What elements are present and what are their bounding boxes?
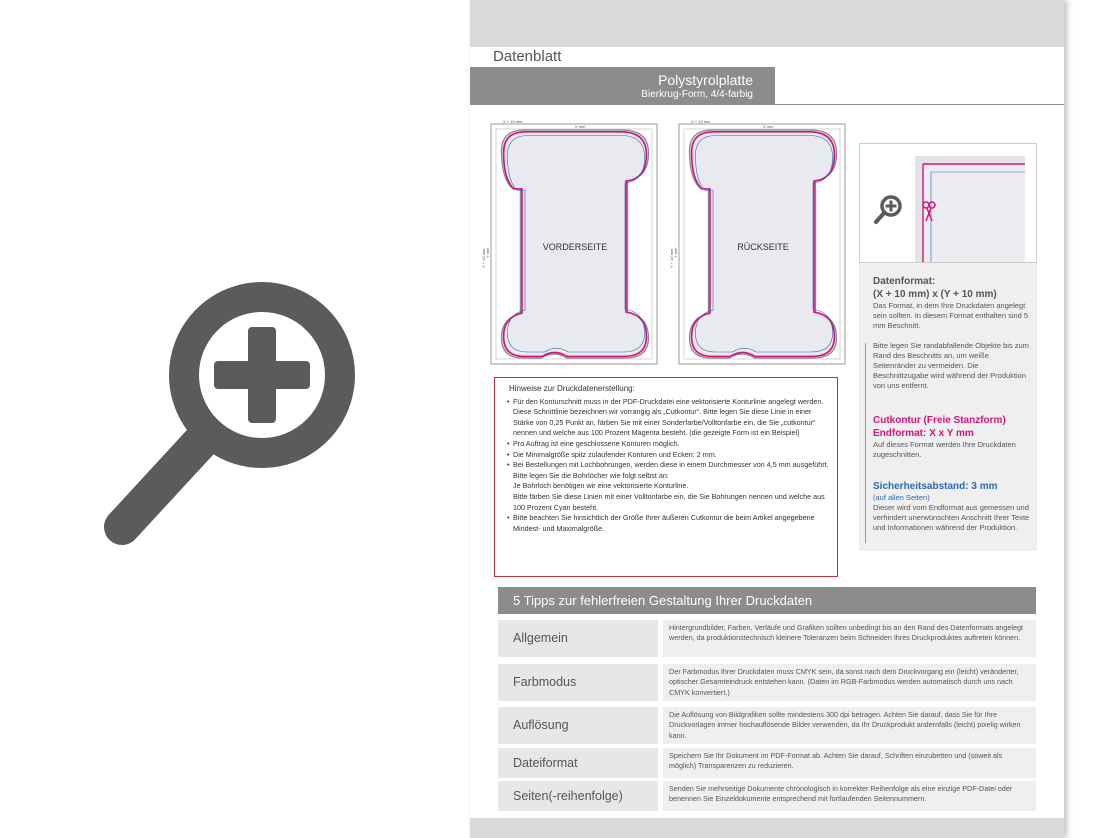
page-header-bar (470, 0, 1064, 47)
front-template (491, 119, 657, 364)
tip-text: Die Auflösung von Bildgrafiken sollte mindestens 300 dpi betragen. Achten Sie darauf, dass Sie für Ihre Druckvorlagen immer hochauflösende Bilder verwenden, da Ihr Druckprodukt andernfalls (leicht) pixelig wirken kann. (663, 707, 1036, 744)
title-divider (775, 104, 1064, 105)
tip-label: Seiten(-reihenfolge) (498, 781, 658, 811)
template-diagram (475, 118, 850, 368)
print-data-hints (494, 377, 838, 577)
tip-label: Allgemein (498, 620, 658, 657)
hint-item: • Für den Konturschnitt muss in der PDF-Druckdatei eine vektorisierte Konturlinie angelegt werden. Diese Schnittlinie bezeichnen wir vorrangig als „Cutkontur“. Bitte legen Sie diese Linie in einer Stärke von 0,25 Punkt an, färben Sie mit einer Sonderfarbe/Volltonfarbe ein, die Sie „cutkontur“ nennen und welche aus 100 Prozent Magenta besteht. (die gezeigte Form ist ein Beispiel) (509, 397, 829, 439)
page-footer-bar (470, 818, 1064, 838)
sicherheit-subtitle: (auf allen Seiten) (873, 493, 930, 502)
product-title-band (470, 67, 775, 105)
cutkontur-title: Cutkontur (Freie Stanzform) (873, 415, 1006, 426)
tip-row (498, 781, 1036, 811)
hint-item: • Pro Auftrag ist eine geschlossene Konturen möglich. (509, 439, 829, 450)
hint-item: Je Bohrloch benötigen wir eine vektorisierte Konturline. (513, 481, 689, 491)
scissors-icon (922, 201, 936, 223)
datenformat-title: Datenformat: (873, 276, 936, 287)
tip-label: Dateiformat (498, 748, 658, 778)
tip-row (498, 748, 1036, 778)
hint-item: Bitte färben Sie diese Linien mit einer Volltonfarbe ein, die Sie Bohrungen nennen und welche aus 100 Prozent Cyan besteht. (513, 491, 825, 512)
product-title: Polystyrolplatte (658, 72, 753, 88)
tip-text: Speichern Sie Ihr Dokument im PDF-Format ab. Achten Sie darauf, Schriften einzubetten und (soweit als möglich) Transparenzen zu reduzieren. (663, 748, 1036, 778)
tip-text: Der Farbmodus Ihrer Druckdaten muss CMYK sein, da sonst nach dem Druckvorgang ein (leicht) veränderter, optischer Gesamteindruck entstehen kann. (Daten im RGB-Farbmodus werden automatisch durch uns nach CMYK konvertiert.) (663, 664, 1036, 701)
tip-text: Senden Sie mehrseitige Dokumente chronologisch in korrekter Reihenfolge als eine einzige PDF-Datei oder benennen Sie Einzeldokumente entsprechend mit fortlaufenden Seitennummern. (663, 781, 1036, 811)
back-template (679, 119, 845, 364)
dim-outer-h: Y + 10 mm (481, 248, 486, 268)
zoom-in-icon[interactable] (873, 194, 903, 226)
back-label: RÜCKSEITE (737, 242, 789, 252)
back-dim-outer-w: X + 10 mm (691, 119, 711, 124)
tip-row (498, 707, 1036, 744)
hint-item: • Bei Bestellungen mit Lochbohrungen, werden diese in einem Durchmesser von 4,5 mm ausgeführt. Bitte legen Sie die Bohrlöcher wie folgt selbst an: (509, 460, 829, 481)
datasheet-page (470, 0, 1064, 838)
sicherheit-block (873, 480, 1033, 533)
back-dim-outer-h: Y + 10 mm (669, 248, 674, 268)
datenformat-text: Das Format, in dem Ihre Druckdaten angelegt sein sollten. In diesem Format enthalten sind 5 mm Beschnitt. (873, 301, 1029, 330)
side-divider (865, 343, 866, 543)
datenformat-value: (X + 10 mm) x (Y + 10 mm) (873, 289, 997, 300)
tip-text: Hintergrundbilder, Farben, Verläufe und Grafiken sollten unbedingt bis an den Rand des Datenformats angelegt werden, da produktionstechnisch kleinere Toleranzen beim Schneiden Ihres Druckproduktes auftreten können. (663, 620, 1036, 657)
tip-row (498, 620, 1036, 657)
tip-label: Farbmodus (498, 664, 658, 701)
front-dim-inner-w: X mm (575, 124, 586, 129)
endformat-text: Auf dieses Format werden Ihre Druckdaten zugeschnitten. (873, 440, 1016, 459)
back-dim-inner-h: Y mm (673, 247, 678, 258)
front-label: VORDERSEITE (542, 242, 608, 252)
dim-inner-h: Y mm (485, 247, 490, 258)
hint-item: • Bitte beachten Sie hinsichtlich der Größe Ihrer äußeren Cutkontur die beim Artikel angegebene Mindest- und Maximalgröße. (509, 513, 829, 534)
hints-heading: Hinweise zur Druckdatenerstellung: (509, 384, 635, 393)
tip-label: Auflösung (498, 707, 658, 744)
tip-row (498, 664, 1036, 701)
corner-detail-image (859, 143, 1037, 263)
front-dim-outer-w: X + 10 mm (503, 119, 523, 124)
zoom-in-icon[interactable] (100, 265, 365, 550)
hint-item: • Die Minimalgröße spitz zulaufender Konturen und Ecken: 2 mm. (509, 450, 829, 461)
sicherheit-text: Dieser wird vom Endformat aus gemessen und verhindert unerwünschten Anschnitt Ihrer Texte und Informationen während der Produktion. (873, 503, 1030, 532)
datasheet-tab: Datenblatt (470, 47, 590, 67)
hints-list (509, 397, 829, 535)
product-subtitle: Bierkrug-Form, 4/4-farbig (641, 89, 753, 100)
format-info-panel (859, 143, 1037, 551)
beschnitt-text: Bitte legen Sie randabfallende Objekte bis zum Rand des Beschnitts an, um weiße Seitenränder zu vermeiden. Die Beschnittzugabe wird während der Produktion von uns entfernt. (873, 341, 1029, 390)
datenformat-block (873, 275, 1033, 391)
sicherheit-title: Sicherheitsabstand: 3 mm (873, 481, 998, 492)
back-dim-inner-w: X mm (763, 124, 774, 129)
tips-heading: 5 Tipps zur fehlerfreien Gestaltung Ihrer Druckdaten (498, 587, 1036, 614)
endformat-title: Endformat: X x Y mm (873, 428, 974, 439)
cutkontur-block (873, 414, 1033, 460)
